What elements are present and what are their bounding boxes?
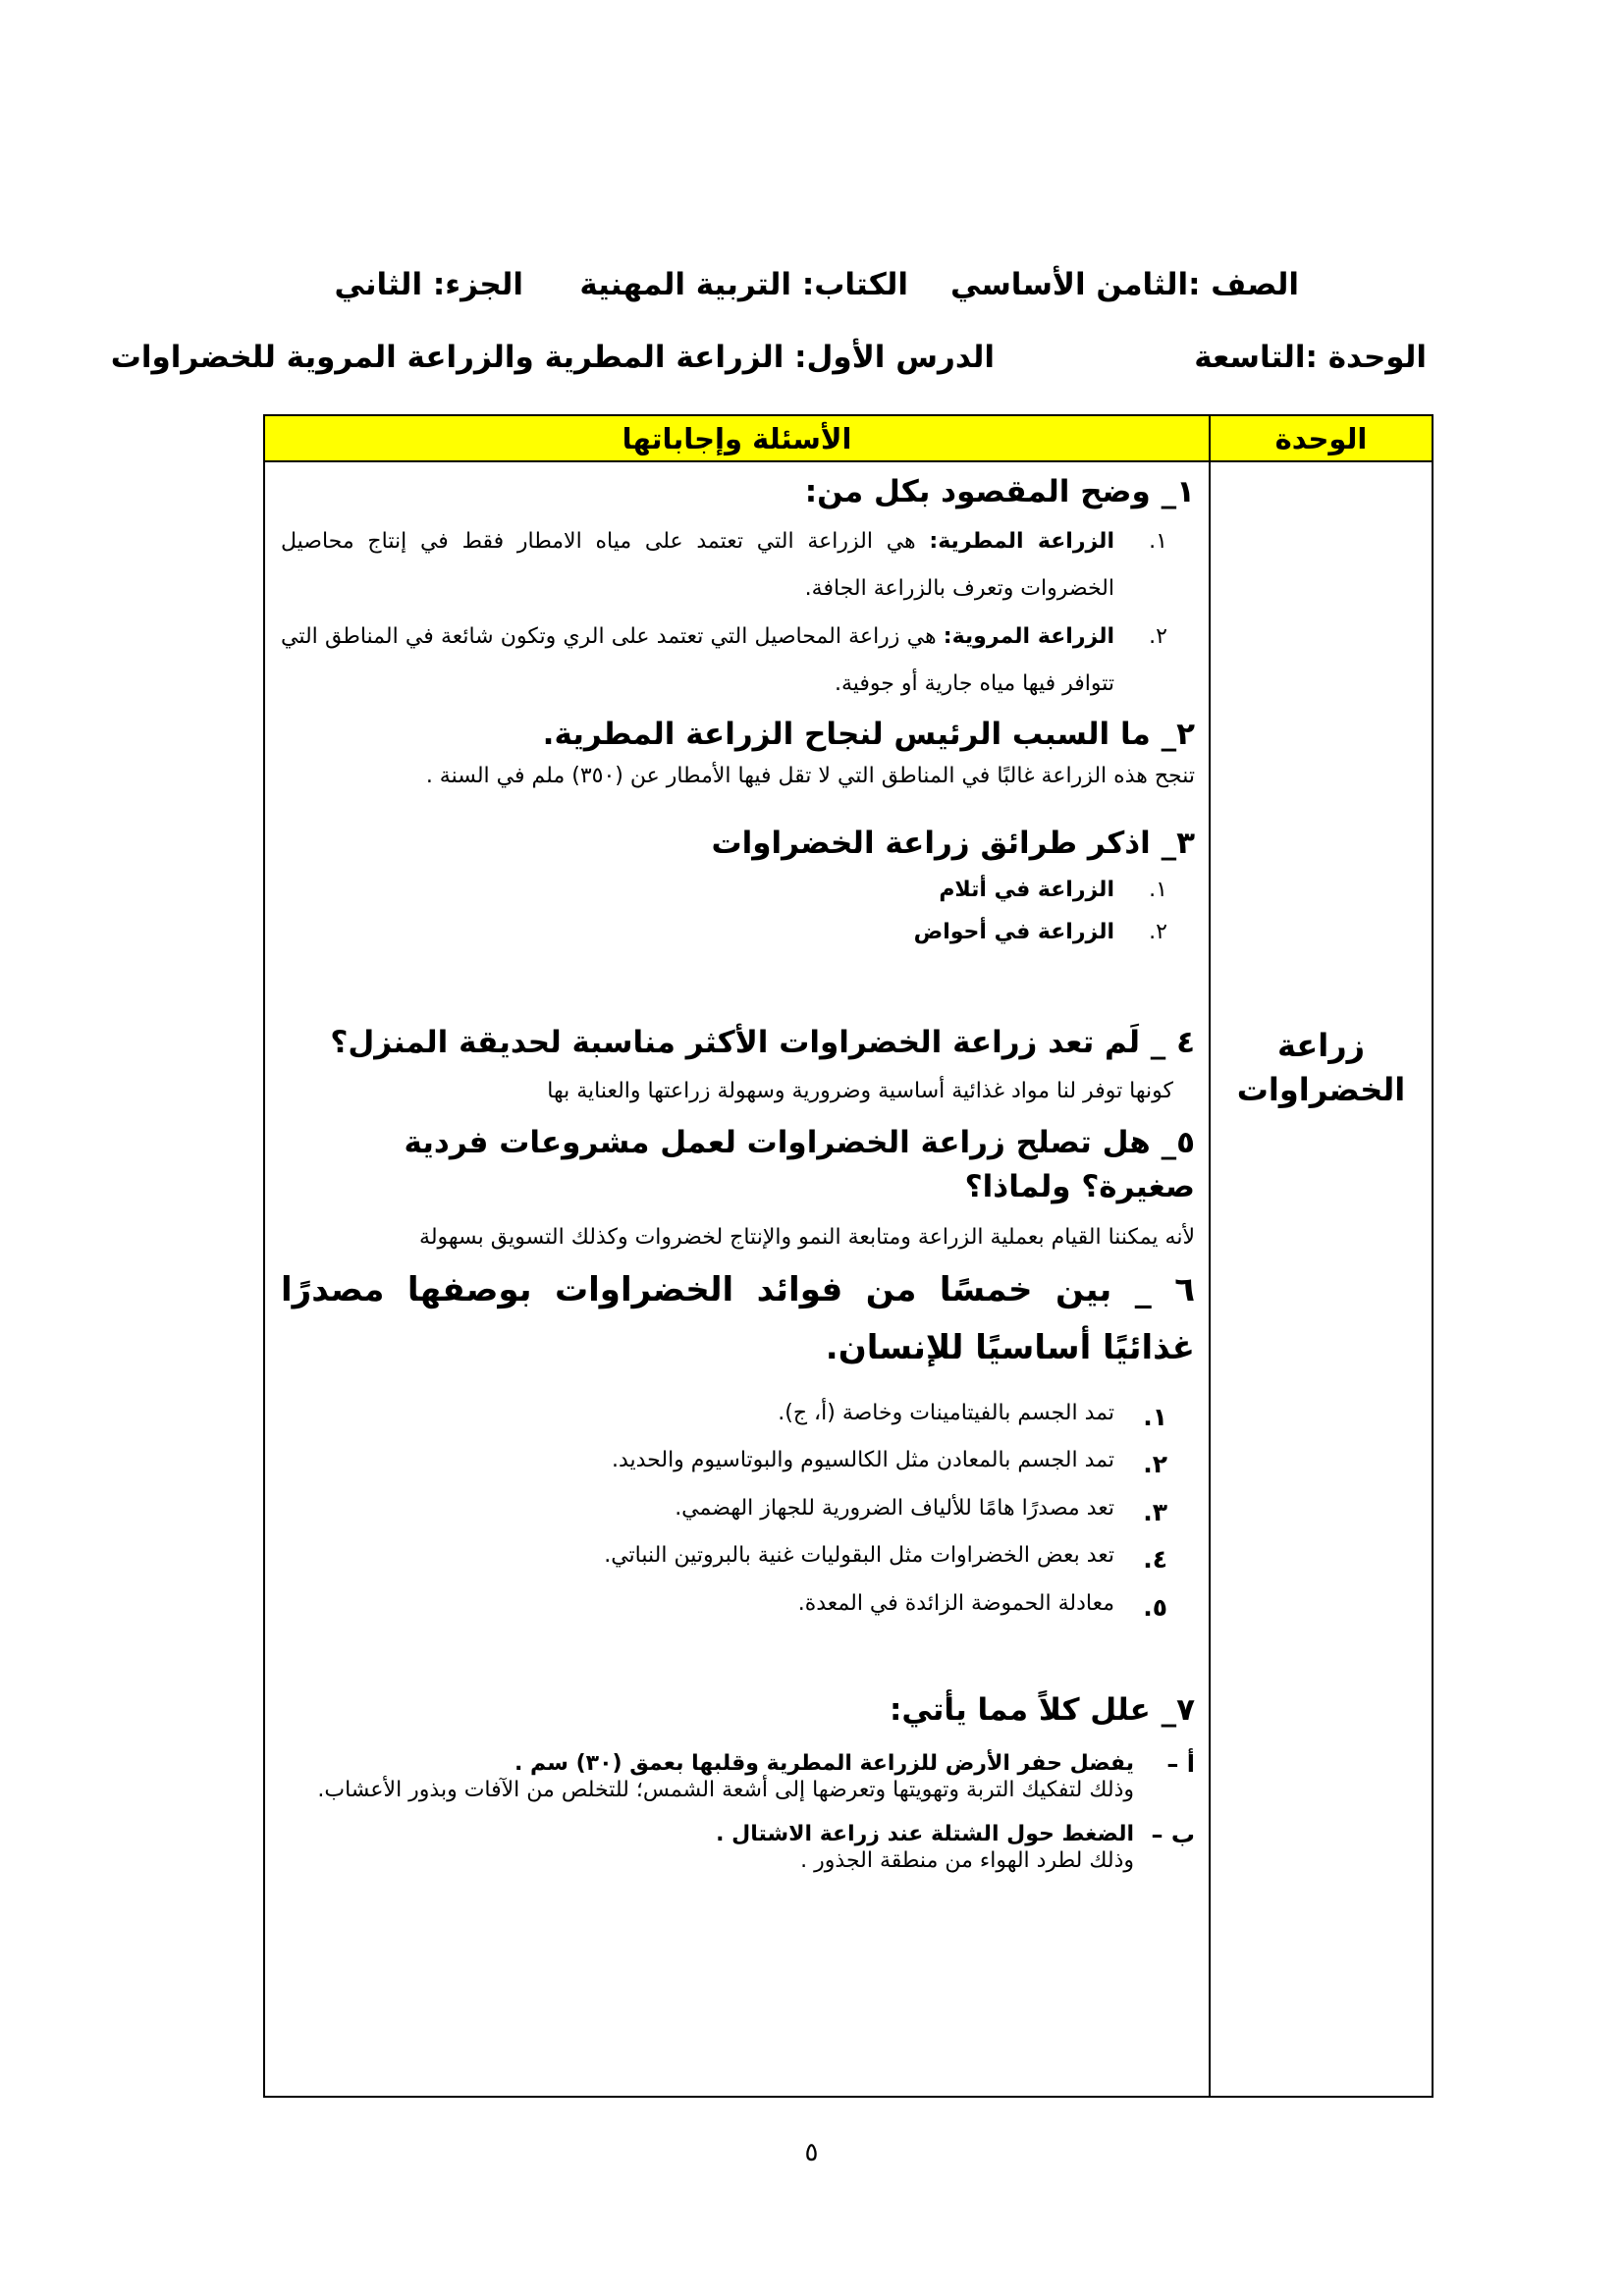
q6-list	[281, 1390, 1195, 1628]
question-4: ٤ _ لَم تعد زراعة الخضراوات الأكثر مناسبة لحديقة المنزل؟	[330, 1025, 1195, 1061]
list-item: ٢. الزراعة المروية: هي زراعة المحاصيل التي تعتمد على الري وتكون شائعة في المناطق التي تتوافر فيها مياه جارية أو جوفية.	[281, 623, 1167, 697]
list-item: ٢. الزراعة في أحواض	[913, 920, 1167, 945]
list-item: ١. الزراعة المطرية: هي الزراعة التي تعتمد على مياه الامطار فقط في إنتاج محاصيل الخضروات وتعرف بالزراعة الجافة.	[281, 528, 1167, 602]
question-1: ١_ وضح المقصود بكل من:	[804, 474, 1195, 509]
unit-cell	[1210, 461, 1433, 2097]
unit-name: زراعة الخضراوات	[1236, 1027, 1406, 1108]
page-number: ٥	[804, 2138, 819, 2167]
grade-label: الصف :الثامن الأساسي	[949, 267, 1299, 302]
question-6: ٦ _ بين خمسًا من فوائد الخضراوات بوصفها مصدرًا غذائيًا أساسيًا للإنسان.	[281, 1269, 1195, 1368]
unit-column-header: الوحدة	[1210, 415, 1433, 461]
qa-column-header: الأسئلة وإجاباتها	[264, 415, 1210, 461]
list-item: ٥. معادلة الحموضة الزائدة في المعدة.	[797, 1590, 1167, 1622]
reason-item-a: أ – يفضل حفر الأرض للزراعة المطرية وقلبها بعمق (٣٠) سم . وذلك لتفكيك التربة وتهويتها وتعرضها إلى أشعة الشمس؛ للتخلص من الآفات وبذور الأعشاب.	[317, 1749, 1195, 1803]
answer-2: تنجح هذه الزراعة غالبًا في المناطق التي لا تقل فيها الأمطار عن (٣٥٠) ملم في السنة .	[425, 764, 1195, 789]
qa-table	[263, 414, 1434, 2098]
book-label: الكتاب: التربية المهنية	[579, 267, 908, 302]
list-item: ١. تمد الجسم بالفيتامينات وخاصة (أ، ج).	[778, 1400, 1167, 1431]
list-item: ٤. تعد بعض الخضراوات مثل البقوليات غنية بالبروتين النباتي.	[604, 1543, 1167, 1575]
question-3: ٣_ اذكر طرائق زراعة الخضراوات	[711, 826, 1195, 862]
list-item: ١. الزراعة في أتلام	[939, 878, 1167, 903]
list-item: ٢. تمد الجسم بالمعادن مثل الكالسيوم والبوتاسيوم والحديد.	[611, 1448, 1167, 1479]
answer-4: كونها توفر لنا مواد غذائية أساسية وضرورية وسهولة زراعتها والعناية بها	[547, 1079, 1173, 1104]
reason-item-b: ب – الضغط حول الشتلة عند زراعة الاشتال . وذلك لطرد الهواء من منطقة الجذور .	[716, 1820, 1195, 1874]
q1-list	[281, 518, 1195, 709]
qa-cell	[264, 461, 1210, 2097]
unit-label: الوحدة :التاسعة	[1194, 340, 1427, 375]
lesson-label: الدرس الأول: الزراعة المطرية والزراعة المروية للخضراوات	[110, 340, 995, 375]
part-label: الجزء: الثاني	[334, 267, 523, 302]
question-7: ٧_ علل كلاً مما يأتي:	[890, 1691, 1195, 1728]
question-5: ٥_ هل تصلح زراعة الخضراوات لعمل مشروعات فردية صغيرة؟ ولماذا؟	[404, 1125, 1195, 1205]
list-item: ٣. تعد مصدرًا هامًا للألياف الضرورية للجهاز الهضمي.	[675, 1495, 1167, 1526]
q3-list	[281, 870, 1195, 954]
question-2: ٢_ ما السبب الرئيس لنجاح الزراعة المطرية.	[542, 716, 1195, 752]
answer-5: لأنه يمكننا القيام بعملية الزراعة ومتابعة النمو والإنتاج لخضروات وكذلك التسويق بسهولة	[419, 1224, 1195, 1250]
